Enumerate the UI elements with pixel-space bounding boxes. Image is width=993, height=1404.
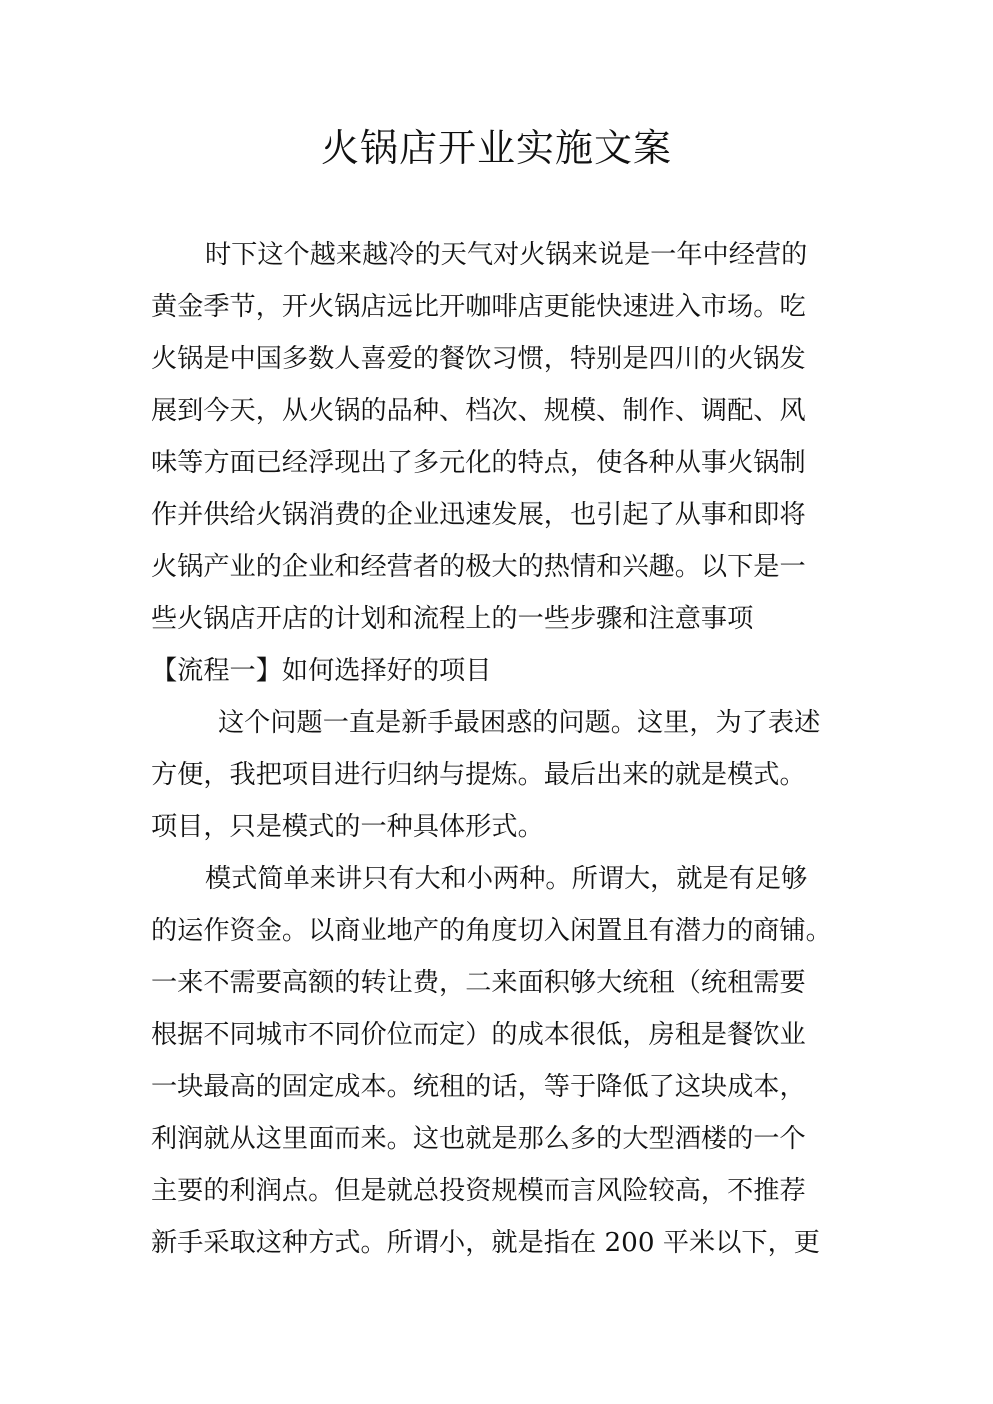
paragraph-line: 展到今天，从火锅的品种、档次、规模、制作、调配、风 (151, 396, 806, 426)
paragraph-line: 模式简单来讲只有大和小两种。所谓大，就是有足够 (205, 864, 808, 894)
paragraph-line: 的运作资金。以商业地产的角度切入闲置且有潜力的商铺。 (151, 916, 832, 946)
paragraph-line: 一块最高的固定成本。统租的话，等于降低了这块成本， (151, 1072, 806, 1102)
paragraph-line: 新手采取这种方式。所谓小，就是指在 200 平米以下，更 (151, 1228, 820, 1258)
paragraph-line: 作并供给火锅消费的企业迅速发展，也引起了从事和即将 (151, 500, 806, 530)
paragraph-line: 主要的利润点。但是就总投资规模而言风险较高，不推荐 (151, 1176, 806, 1206)
paragraph-line: 一来不需要高额的转让费，二来面积够大统租（统租需要 (151, 968, 806, 998)
section-heading: 【流程一】如何选择好的项目 (151, 656, 492, 686)
paragraph-line: 时下这个越来越冷的天气对火锅来说是一年中经营的 (205, 240, 808, 270)
paragraph-line: 黄金季节，开火锅店远比开咖啡店更能快速进入市场。吃 (151, 292, 806, 322)
paragraph-line: 利润就从这里面而来。这也就是那么多的大型酒楼的一个 (151, 1124, 806, 1154)
paragraph-line: 火锅是中国多数人喜爱的餐饮习惯，特别是四川的火锅发 (151, 344, 806, 374)
paragraph-line: 根据不同城市不同价位而定）的成本很低，房租是餐饮业 (151, 1020, 806, 1050)
paragraph-line: 味等方面已经浮现出了多元化的特点，使各种从事火锅制 (151, 448, 806, 478)
paragraph-line: 这个问题一直是新手最困惑的问题。这里，为了表述 (218, 708, 821, 738)
paragraph-line: 方便，我把项目进行归纳与提炼。最后出来的就是模式。 (151, 760, 806, 790)
paragraph-line: 些火锅店开店的计划和流程上的一些步骤和注意事项 (151, 604, 754, 634)
paragraph-line: 火锅产业的企业和经营者的极大的热情和兴趣。以下是一 (151, 552, 806, 582)
document-title: 火锅店开业实施文案 (320, 126, 672, 170)
paragraph-line: 项目，只是模式的一种具体形式。 (151, 812, 544, 842)
